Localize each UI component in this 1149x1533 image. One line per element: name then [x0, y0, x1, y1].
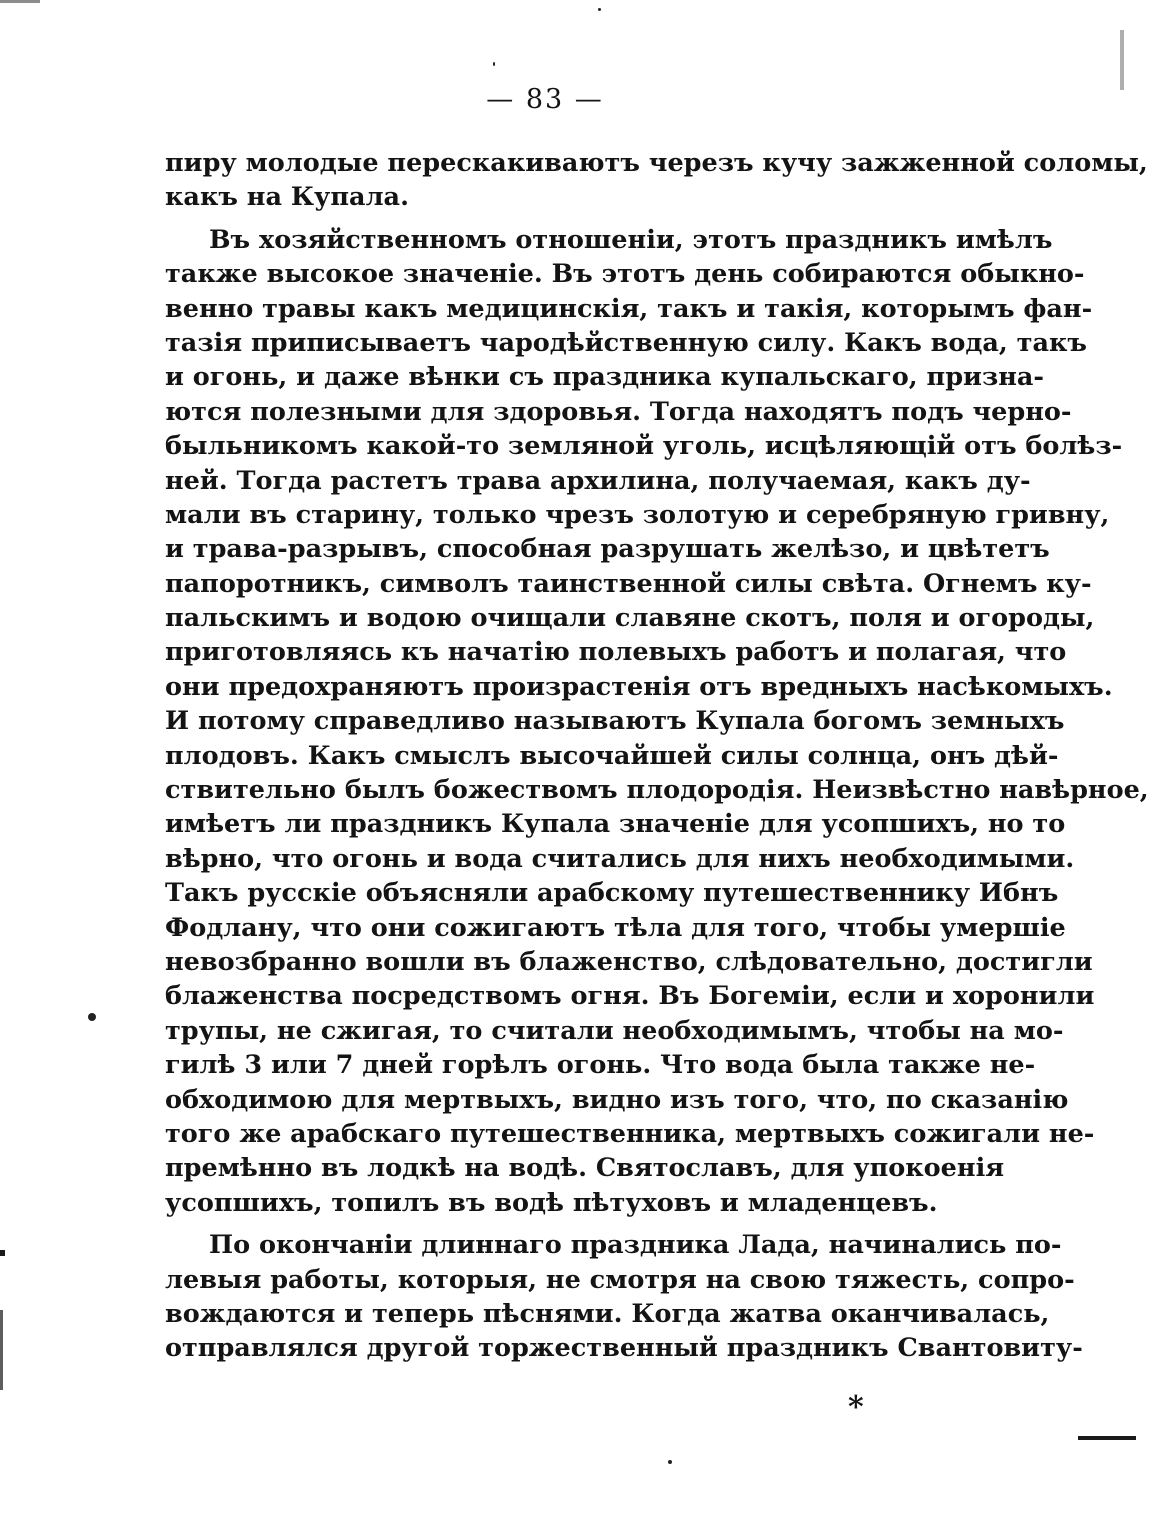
text-line: отправлялся другой торжественный праздникъ Свантовиту- — [165, 1333, 1083, 1364]
paragraph — [165, 1228, 1083, 1366]
scan-edge-mark — [1078, 1436, 1136, 1440]
text-line: блаженства посредствомъ огня. Въ Богеміи, если и хоронили — [165, 981, 1095, 1012]
text-line: невозбранно вошли въ блаженство, слѣдовательно, достигли — [165, 946, 1093, 977]
text-line: также высокое значеніе. Въ этотъ день собираются обыкно- — [165, 259, 1085, 290]
scan-speck — [493, 62, 495, 66]
text-line: Такъ русскіе объясняли арабскому путешественнику Ибнъ — [165, 878, 1059, 909]
scan-edge-mark — [0, 0, 40, 3]
scan-edge-mark — [1120, 30, 1124, 90]
text-line: Фодлану, что они сожигаютъ тѣла для того, чтобы умершіе — [165, 912, 1066, 943]
text-line: И потому справедливо называютъ Купала богомъ земныхъ — [165, 706, 1065, 737]
text-line: обходимою для мертвыхъ, видно изъ того, что, по сказанію — [165, 1084, 1069, 1115]
text-line: ются полезными для здоровья. Тогда находятъ подъ черно- — [165, 396, 1072, 427]
text-line: и огонь, и даже вѣнки съ праздника купальскаго, призна- — [165, 362, 1045, 393]
text-line: какъ на Купала. — [165, 182, 409, 213]
text-line: Въ хозяйственномъ отношеніи, этотъ праздникъ имѣлъ — [209, 224, 1053, 255]
text-line: они предохраняютъ произрастенія отъ вредныхъ насѣкомыхъ. — [165, 671, 1113, 702]
text-line: имѣетъ ли праздникъ Купала значеніе для усопшихъ, но то — [165, 809, 1066, 840]
text-line: папоротникъ, символъ таинственной силы свѣта. Огнемъ ку- — [165, 568, 1092, 599]
text-line: быльникомъ какой-то земляной уголь, исцѣляющій отъ болѣз- — [165, 431, 1123, 462]
text-line: пальскимъ и водою очищали славяне скотъ, поля и огороды, — [165, 603, 1095, 634]
text-line: премѣнно въ лодкѣ на водѣ. Святославъ, для упокоенія — [165, 1153, 1005, 1184]
text-line: и трава-разрывъ, способная разрушать желѣзо, и цвѣтетъ — [165, 534, 1050, 565]
text-line: усопшихъ, топилъ въ водѣ пѣтуховъ и младенцевъ. — [165, 1187, 938, 1218]
text-line: вождаются и теперь пѣснями. Когда жатва оканчивалась, — [165, 1298, 1050, 1329]
body-text — [165, 146, 1149, 1366]
paragraph — [165, 223, 1149, 1220]
text-line: левыя работы, которыя, не смотря на свою тяжесть, сопро- — [165, 1264, 1075, 1295]
text-line: По окончаніи длиннаго праздника Лада, начинались по- — [209, 1230, 1062, 1261]
scan-speck — [598, 8, 601, 11]
scan-edge-mark — [0, 1310, 3, 1390]
text-line: плодовъ. Какъ смыслъ высочайшей силы солнца, онъ дѣй- — [165, 740, 1059, 771]
paragraph — [165, 146, 1148, 215]
text-line: пиру молодые перескакиваютъ черезъ кучу зажженной соломы, — [165, 148, 1148, 178]
text-line: тазія приписываетъ чародѣйственную силу. Какъ вода, такъ — [165, 327, 1087, 358]
text-line: мали въ старину, только чрезъ золотую и серебряную гривну, — [165, 499, 1110, 530]
page-number: — 83 — — [486, 84, 604, 115]
text-line: венно травы какъ медицинскія, такъ и такія, которымъ фан- — [165, 293, 1093, 324]
footnote-asterisk: * — [848, 1390, 864, 1425]
text-line: вѣрно, что огонь и вода считались для нихъ необходимыми. — [165, 843, 1075, 874]
text-line: приготовляясь къ начатію полевыхъ работъ и полагая, что — [165, 637, 1067, 668]
text-line: ней. Тогда растетъ трава архилина, получаемая, какъ ду- — [165, 465, 1031, 496]
text-line: того же арабскаго путешественника, мертвыхъ сожигали не- — [165, 1118, 1095, 1149]
scan-edge-mark — [0, 1250, 5, 1256]
text-line: трупы, не сжигая, то считали необходимымъ, чтобы на мо- — [165, 1015, 1064, 1046]
scan-speck — [668, 1460, 672, 1464]
text-line: ствительно былъ божествомъ плодородія. Неизвѣстно навѣрное, — [165, 775, 1149, 806]
scan-speck — [88, 1013, 96, 1021]
text-line: гилѣ 3 или 7 дней горѣлъ огонь. Что вода была также не- — [165, 1050, 1036, 1081]
